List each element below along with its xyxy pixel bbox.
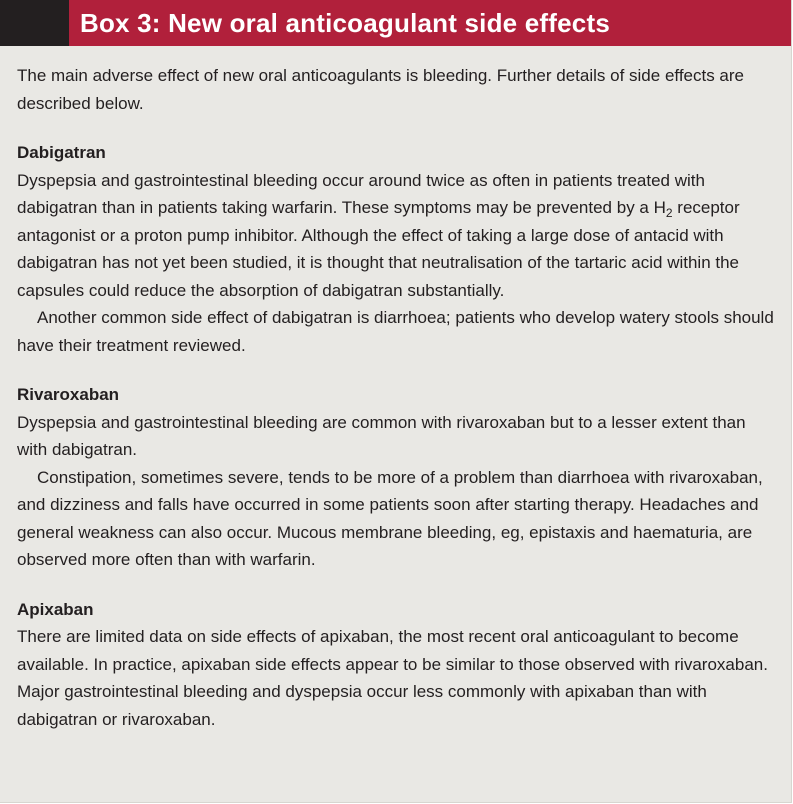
rivaroxaban-paragraph-1: Dyspepsia and gastrointestinal bleeding are common with rivaroxaban but to a lesser extent than with dabigatran. [17, 412, 746, 459]
section-apixaban [17, 596, 779, 734]
h2-subscript: 2 [665, 206, 673, 220]
rivaroxaban-paragraph-2: Constipation, sometimes severe, tends to be more of a problem than diarrhoea with rivaroxaban, and dizziness and falls have occurred in some patients soon after starting therapy. Headaches and general weakness can also occur. Mucous membrane bleeding, eg, epistaxis and haematuria, are observed more often than with warfarin. [17, 467, 763, 569]
dabigatran-paragraph-1 [17, 167, 779, 305]
section-dabigatran [17, 139, 779, 359]
section-heading-rivaroxaban: Rivaroxaban [17, 385, 120, 404]
box-content [17, 62, 779, 733]
box-header [0, 0, 791, 46]
dabigatran-paragraph-2: Another common side effect of dabigatran is diarrhoea; patients who develop watery stools should have their treatment reviewed. [17, 308, 774, 355]
dabigatran-p1-text-end: receptor antagonist or a proton pump inhibitor. Although the effect of taking a large dose of antacid with dabigatran has not yet been studied, it is thought that neutralisation of the tartaric acid within the capsules could reduce the absorption of dabigatran substantially. [17, 198, 740, 300]
header-accent-block [0, 0, 69, 46]
section-heading-dabigatran: Dabigatran [17, 143, 106, 162]
section-heading-apixaban: Apixaban [17, 599, 94, 619]
section-rivaroxaban [17, 381, 779, 574]
apixaban-paragraph-1: There are limited data on side effects of apixaban, the most recent oral anticoagulant to become available. In practice, apixaban side effects appear to be similar to those observed with rivaroxaban. Major gastrointestinal bleeding and dyspepsia occur less commonly with apixaban than with dabigatran or rivaroxaban. [17, 627, 768, 729]
box-title: Box 3: New oral anticoagulant side effects [69, 0, 791, 46]
intro-paragraph: The main adverse effect of new oral anticoagulants is bleeding. Further details of side effects are described below. [17, 66, 745, 113]
dabigatran-p1-text-start: Dyspepsia and gastrointestinal bleeding occur around twice as often in patients treated with dabigatran than in patients taking warfarin. These symptoms may be prevented by a H [17, 170, 705, 217]
